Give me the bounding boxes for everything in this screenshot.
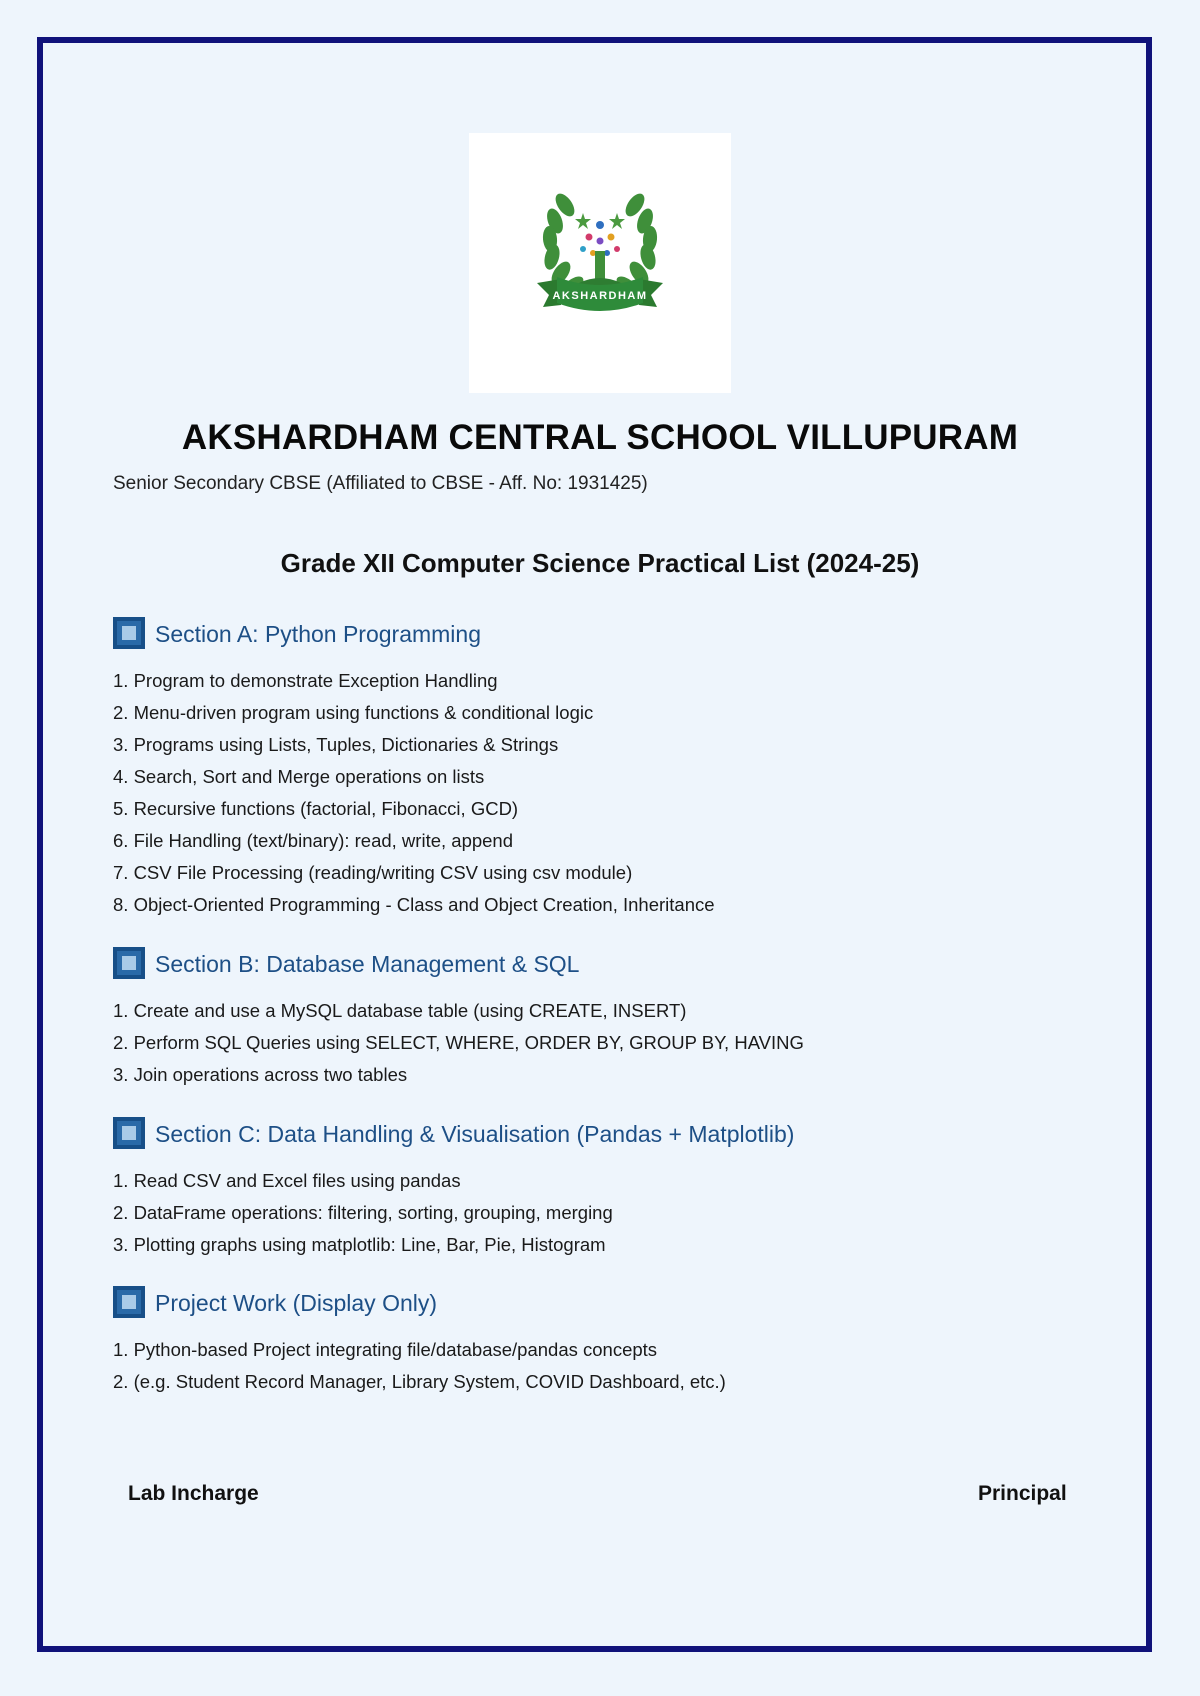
section-square-icon (113, 1286, 145, 1318)
list-item: 7. CSV File Processing (reading/writing CSV using csv module) (113, 862, 633, 883)
section-square-icon (113, 1117, 145, 1149)
logo-banner-text: AKSHARDHAM (552, 290, 648, 302)
list-item: 2. Perform SQL Queries using SELECT, WHERE, ORDER BY, GROUP BY, HAVING (113, 1032, 804, 1053)
section-database (113, 947, 1113, 1085)
school-logo (469, 133, 731, 393)
section-data-handling (113, 1117, 1113, 1255)
section-square-icon (113, 617, 145, 649)
list-item: 1. Program to demonstrate Exception Handling (113, 670, 498, 691)
list-item: 3. Programs using Lists, Tuples, Dictionaries & Strings (113, 734, 559, 755)
list-item: 4. Search, Sort and Merge operations on lists (113, 766, 485, 787)
section-item-list (113, 670, 715, 926)
section-project-work (113, 1286, 1113, 1392)
section-item-list (113, 1339, 726, 1403)
list-item: 6. File Handling (text/binary): read, write, append (113, 830, 514, 851)
list-item: 1. Create and use a MySQL database table (using CREATE, INSERT) (113, 1000, 687, 1021)
list-item: 2. DataFrame operations: filtering, sorting, grouping, merging (113, 1202, 613, 1223)
section-item-list (113, 1000, 804, 1096)
list-item: 5. Recursive functions (factorial, Fibonacci, GCD) (113, 798, 519, 819)
section-python (113, 617, 1113, 915)
document-title: Grade XII Computer Science Practical List (2024-25) (280, 548, 920, 578)
section-title: Section C: Data Handling & Visualisation (Pandas + Matplotlib) (155, 1121, 795, 1147)
school-name: AKSHARDHAM CENTRAL SCHOOL VILLUPURAM (181, 418, 1019, 457)
section-title: Project Work (Display Only) (155, 1290, 438, 1316)
section-item-list (113, 1170, 613, 1266)
section-square-icon (113, 947, 145, 979)
section-title: Section B: Database Management & SQL (155, 951, 580, 977)
signature-principal: Principal (978, 1482, 1067, 1505)
logo-emblem-icon (469, 133, 731, 393)
affiliation-text: Senior Secondary CBSE (Affiliated to CBSE - Aff. No: 1931425) (113, 473, 648, 494)
list-item: 1. Python-based Project integrating file/database/pandas concepts (113, 1339, 658, 1360)
list-item: 2. (e.g. Student Record Manager, Library System, COVID Dashboard, etc.) (113, 1371, 726, 1392)
list-item: 2. Menu-driven program using functions & conditional logic (113, 702, 594, 723)
signature-lab-incharge: Lab Incharge (128, 1482, 259, 1505)
list-item: 3. Plotting graphs using matplotlib: Line, Bar, Pie, Histogram (113, 1234, 606, 1255)
list-item: 3. Join operations across two tables (113, 1064, 408, 1085)
section-title: Section A: Python Programming (155, 621, 481, 647)
list-item: 8. Object-Oriented Programming - Class and Object Creation, Inheritance (113, 894, 715, 915)
list-item: 1. Read CSV and Excel files using pandas (113, 1170, 461, 1191)
